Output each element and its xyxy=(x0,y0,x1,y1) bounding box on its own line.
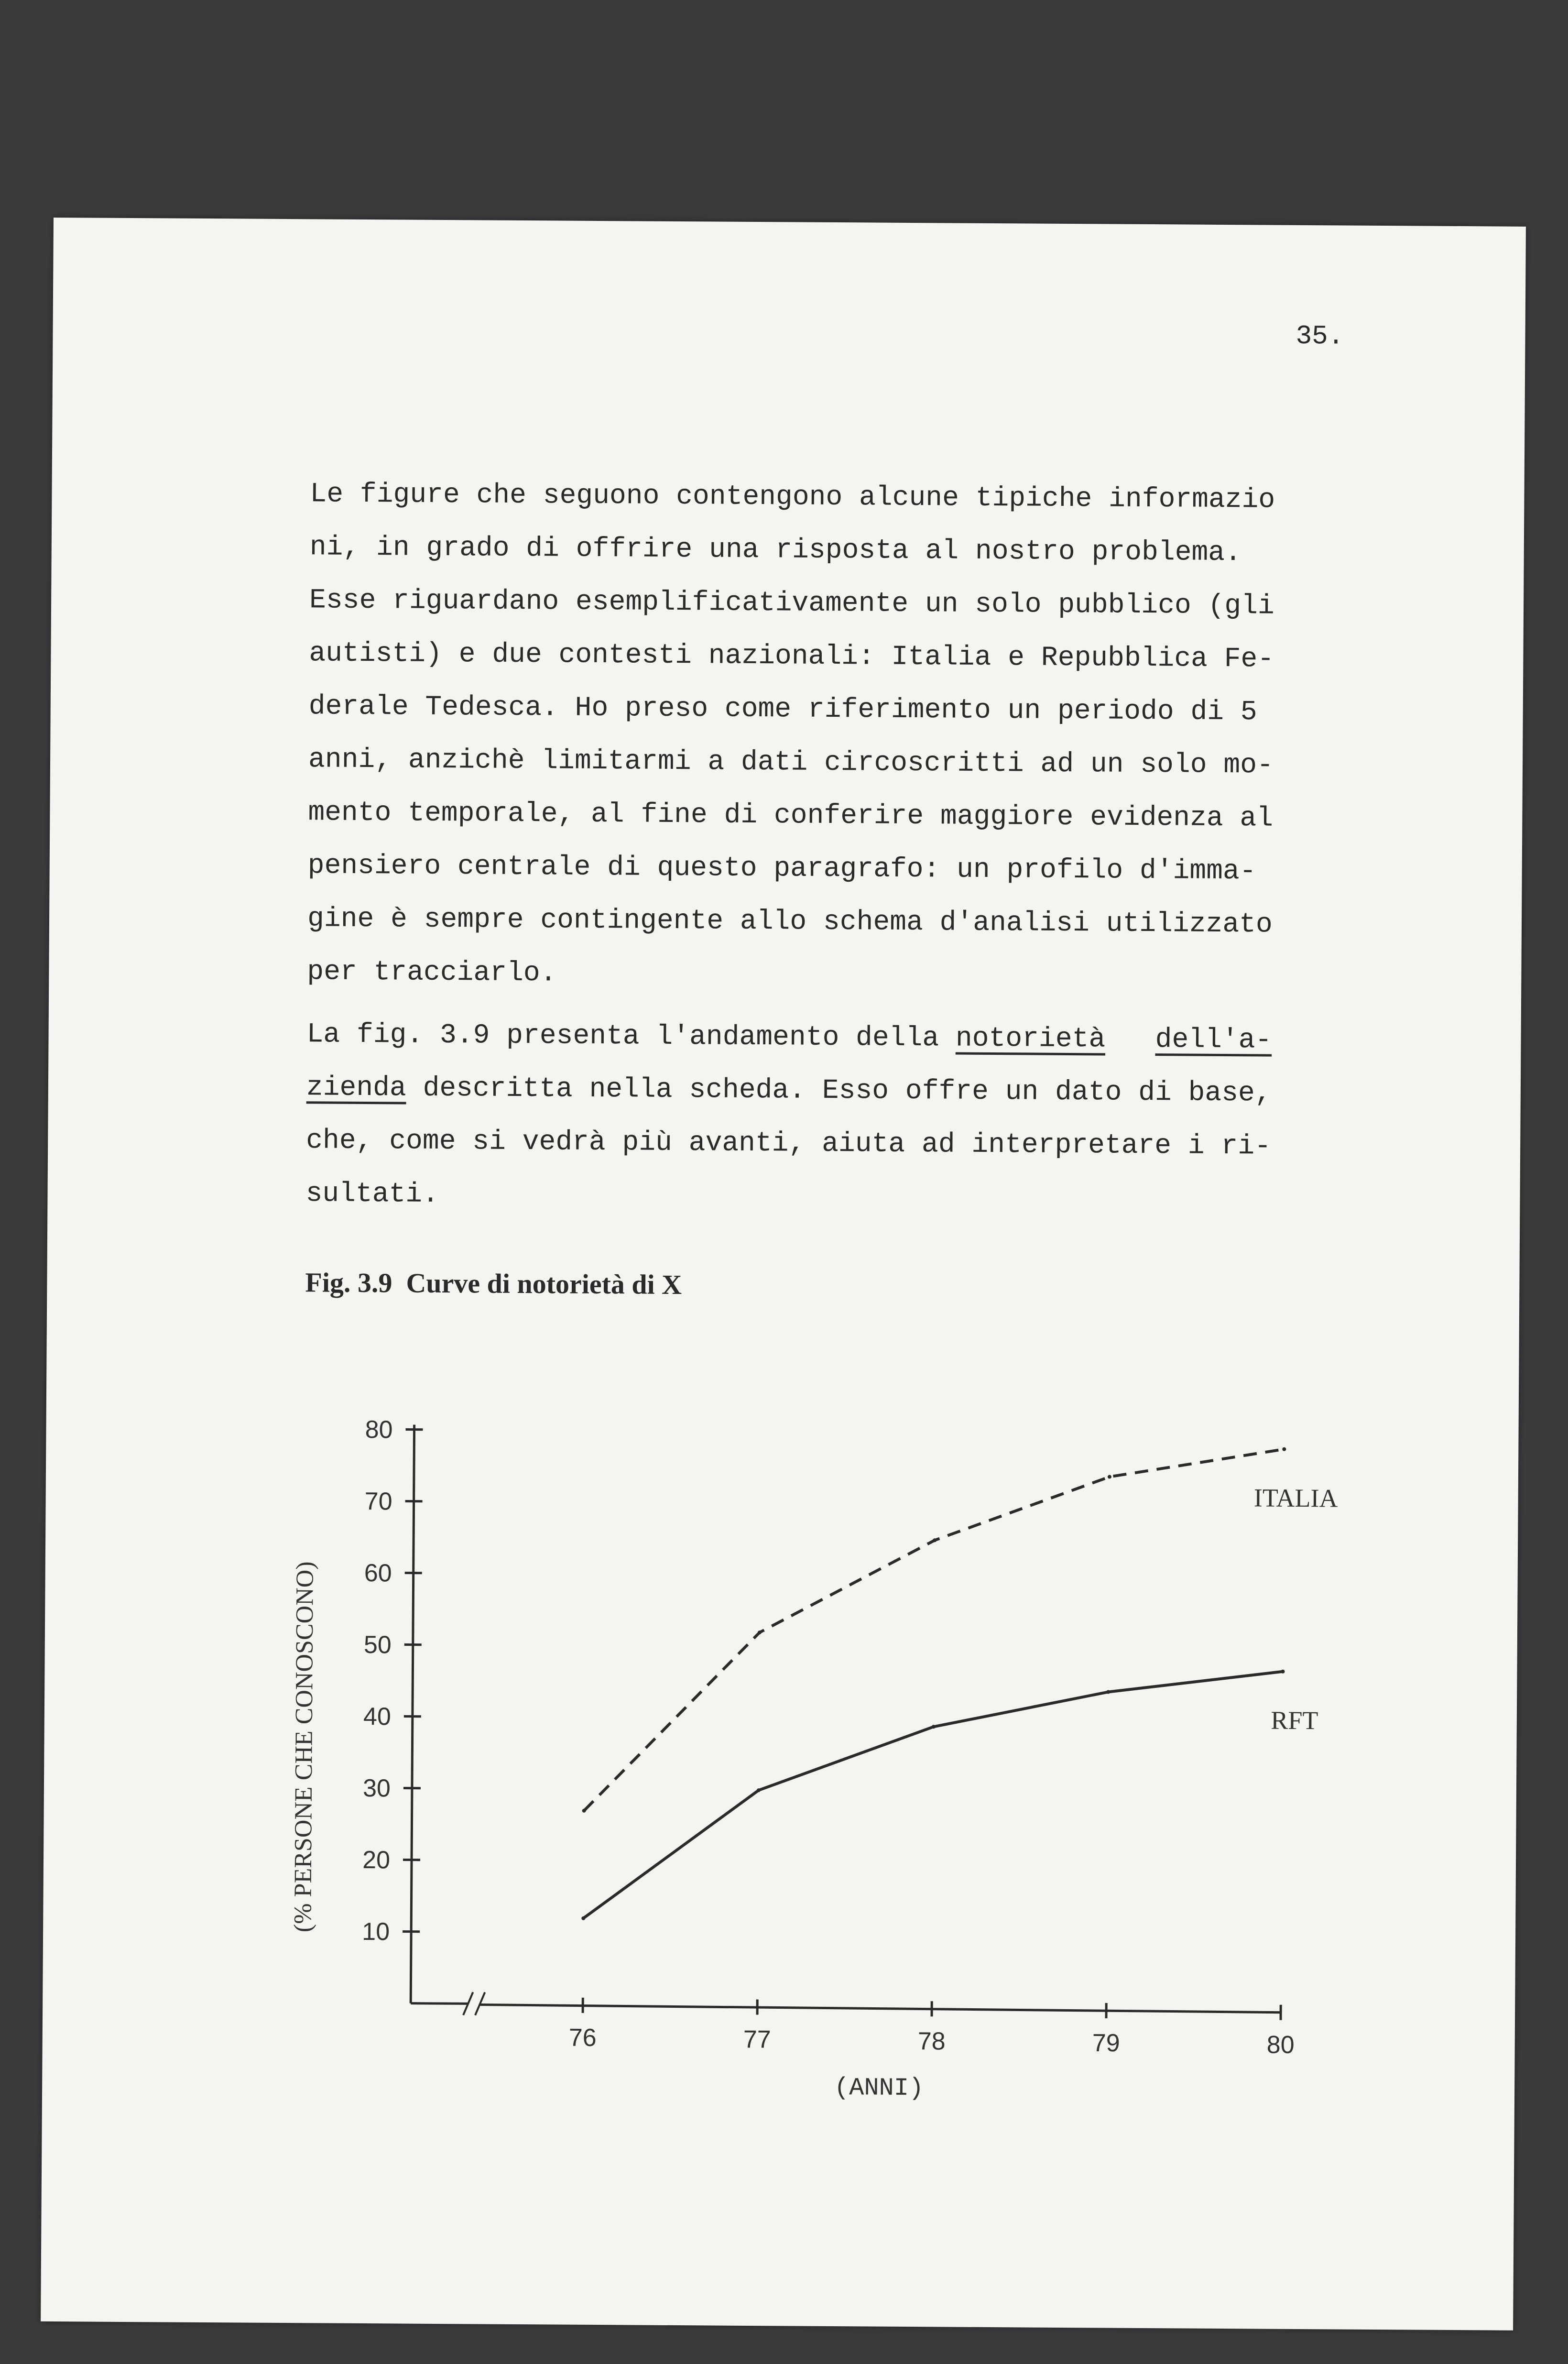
y-tick-label: 10 xyxy=(362,1918,390,1946)
paragraph1-line: per tracciarlo. xyxy=(307,956,557,989)
data-point-italia xyxy=(758,1631,762,1634)
x-tick-label: 77 xyxy=(743,2025,771,2054)
series-line-rft xyxy=(583,1667,1283,1923)
data-point-rft xyxy=(757,1788,761,1792)
page-number: 35. xyxy=(1296,320,1344,352)
y-tick-label: 60 xyxy=(364,1559,392,1587)
paragraph2-text: La fig. 3.9 presenta l'andamento della xyxy=(306,1019,956,1054)
data-point-rft xyxy=(1106,1690,1110,1694)
data-point-rft xyxy=(1281,1670,1285,1674)
x-axis-line xyxy=(480,2005,1281,2013)
paragraph1-line: Le figure che seguono contengono alcune tipiche informazio xyxy=(310,479,1275,516)
x-tick-label: 76 xyxy=(568,2024,597,2052)
legend-label-italia: ITALIA xyxy=(1253,1483,1338,1513)
x-axis-line xyxy=(411,2003,468,2004)
series-line-italia xyxy=(584,1445,1285,1815)
paragraph2-line: che, come si vedrà più avanti, aiuta ad interpretare i ri- xyxy=(306,1125,1272,1162)
underlined-term: zienda xyxy=(306,1072,406,1104)
y-tick-label: 70 xyxy=(364,1488,392,1516)
data-point-italia xyxy=(1282,1447,1286,1451)
paragraph2-line: sultati. xyxy=(305,1178,439,1210)
document-page xyxy=(41,218,1526,2331)
paragraph1-line: anni, anzichè limitarmi a dati circoscritti ad un solo mo- xyxy=(308,744,1274,781)
y-tick-label: 80 xyxy=(365,1416,393,1444)
paragraph1-line: gine è sempre contingente allo schema d'analisi utilizzato xyxy=(307,903,1273,941)
data-point-italia xyxy=(582,1809,586,1813)
x-tick-label: 80 xyxy=(1266,2031,1295,2059)
x-tick-label: 79 xyxy=(1092,2029,1120,2058)
paragraph1-line: mento temporale, al fine di conferire maggiore evidenza al xyxy=(308,797,1274,834)
y-axis-line xyxy=(411,1425,414,2003)
y-tick-label: 20 xyxy=(362,1846,391,1874)
underlined-term: dell'a- xyxy=(1155,1024,1272,1056)
data-point-italia xyxy=(1108,1475,1111,1479)
paragraph1-line: ni, in grado di offrire una risposta al nostro problema. xyxy=(309,532,1242,569)
paragraph1-line: autisti) e due contesti nazionali: Italia e Repubblica Fe- xyxy=(309,638,1274,675)
y-axis-label: (% PERSONE CHE CONOSCONO) xyxy=(289,1561,319,1933)
paragraph1-line: Esse riguardano esemplificativamente un solo pubblico (gli xyxy=(309,585,1275,622)
paragraph1-line: pensiero centrale di questo paragrafo: un profilo d'imma- xyxy=(307,850,1256,887)
y-tick-label: 40 xyxy=(363,1703,392,1731)
x-tick-label: 78 xyxy=(917,2027,946,2056)
data-point-rft xyxy=(932,1725,936,1729)
paragraph2-text: descritta nella scheda. Esso offre un dato di base, xyxy=(406,1073,1272,1109)
y-tick-label: 30 xyxy=(362,1774,391,1803)
data-point-rft xyxy=(581,1916,585,1920)
y-tick-label: 50 xyxy=(363,1631,392,1659)
paragraph1-line: derale Tedesca. Ho preso come riferimento un periodo di 5 xyxy=(308,691,1257,728)
notorieta-line-chart xyxy=(41,218,1526,2331)
data-point-italia xyxy=(933,1538,936,1542)
figure-caption: Fig. 3.9 Curve di notorietà di X xyxy=(305,1267,682,1301)
legend-label-rft: RFT xyxy=(1271,1706,1318,1735)
x-axis-label: (ANNI) xyxy=(834,2074,924,2103)
underlined-term: notorietà xyxy=(955,1023,1106,1055)
